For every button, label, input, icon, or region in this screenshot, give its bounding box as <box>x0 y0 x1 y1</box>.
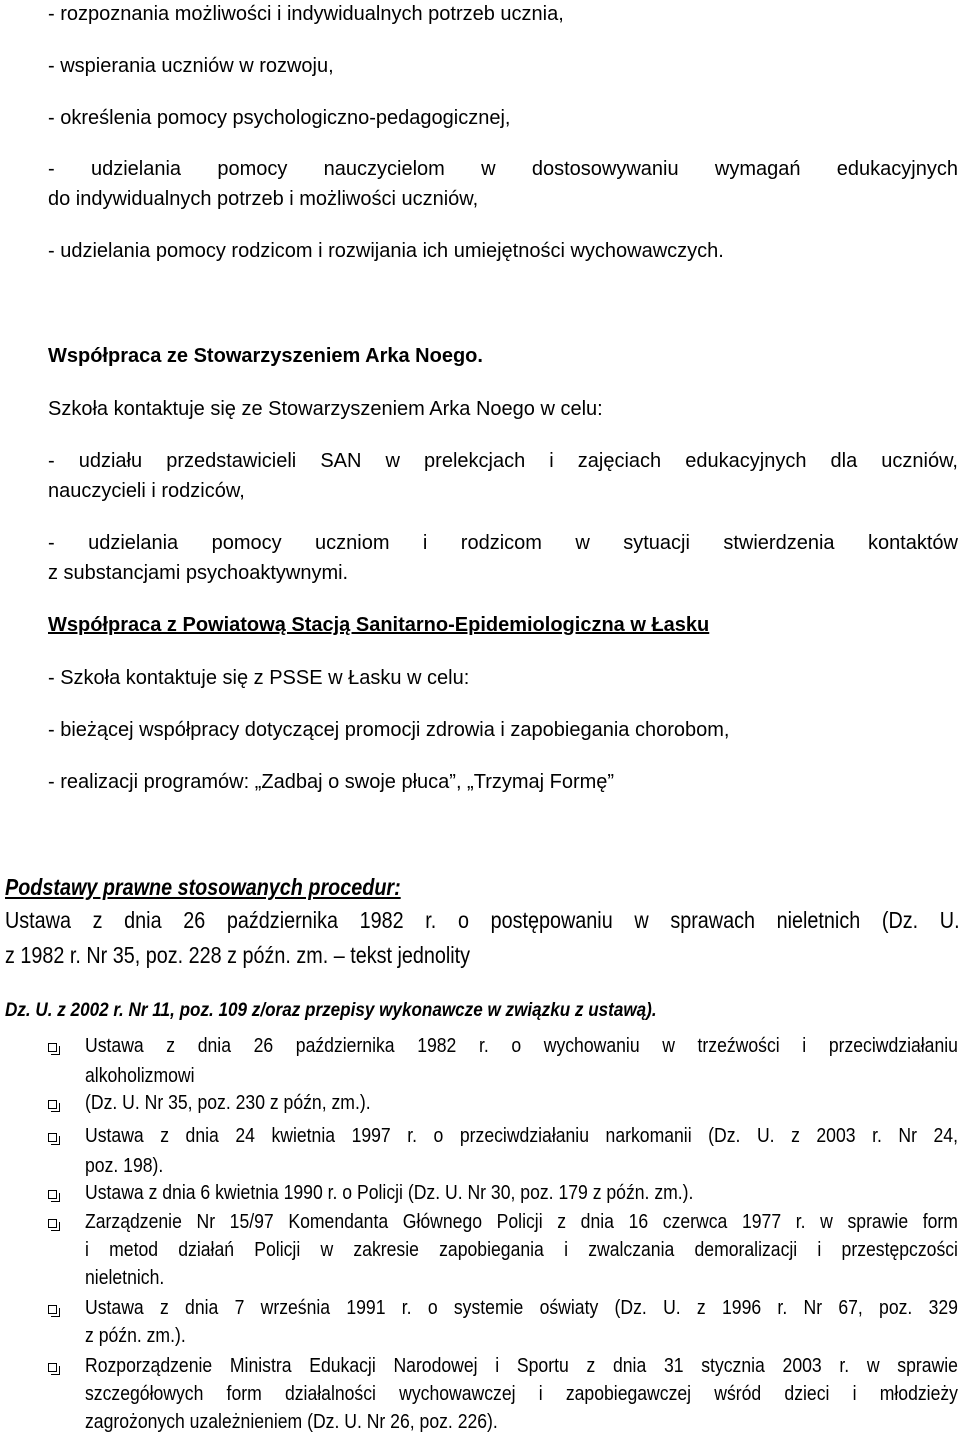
checkbox-bullet-icon <box>48 1133 57 1142</box>
legal-bullet-line: szczegółowych form działalności wychowawczej i zapobiegawczej wśród dzieci i młodzieży <box>85 1383 958 1405</box>
legal-bullet-line: (Dz. U. Nr 35, poz. 230 z późn, zm.). <box>85 1092 371 1114</box>
legal-bullet-line: Ustawa z dnia 6 kwietnia 1990 r. o Policji (Dz. U. Nr 30, poz. 179 z późn. zm.). <box>85 1182 694 1204</box>
psse-heading: Współpraca z Powiatową Stacją Sanitarno-Epidemiologiczna w Łasku <box>48 614 710 636</box>
legal-bullet-line: nieletnich. <box>85 1267 165 1289</box>
legal-bullet-line: Zarządzenie Nr 15/97 Komendanta Głównego Policji z dnia 16 czerwca 1977 r. w sprawie form <box>85 1211 958 1233</box>
legal-bullet-line: z późn. zm.). <box>85 1325 186 1347</box>
psse-intro: - Szkoła kontaktuje się z PSSE w Łasku w celu: <box>48 667 470 689</box>
arka-intro: Szkoła kontaktuje się ze Stowarzyszeniem Arka Noego w celu: <box>48 398 603 420</box>
intro-item: - udzielania pomocy nauczycielom w dostosowywaniu wymagań edukacyjnych <box>48 158 958 180</box>
checkbox-bullet-icon <box>48 1100 57 1109</box>
checkbox-bullet-icon <box>48 1043 57 1052</box>
checkbox-bullet-icon <box>48 1190 57 1199</box>
legal-text-line: Dz. U. z 2002 r. Nr 11, poz. 109 z/oraz przepisy wykonawcze w związku z ustawą). <box>5 1000 657 1021</box>
intro-item: - określenia pomocy psychologiczno-pedagogicznej, <box>48 107 511 129</box>
legal-text-line: z 1982 r. Nr 35, poz. 228 z późn. zm. – tekst jednolity <box>5 942 471 968</box>
legal-bullet-line: i metod działań Policji w zakresie zapobiegania i zwalczania demoralizacji i przestępczości <box>85 1239 958 1261</box>
legal-bullet-line: Ustawa z dnia 7 września 1991 r. o systemie oświaty (Dz. U. z 1996 r. Nr 67, poz. 329 <box>85 1297 958 1319</box>
intro-item-continuation: do indywidualnych potrzeb i możliwości uczniów, <box>48 188 479 210</box>
intro-item: - wspierania uczniów w rozwoju, <box>48 55 334 77</box>
checkbox-bullet-icon <box>48 1363 57 1372</box>
intro-item: - rozpoznania możliwości i indywidualnych potrzeb ucznia, <box>48 3 564 25</box>
psse-item: - realizacji programów: „Zadbaj o swoje płuca”, „Trzymaj Formę” <box>48 771 615 793</box>
arka-item-continuation: z substancjami psychoaktywnymi. <box>48 562 349 584</box>
arka-item: - udziału przedstawicieli SAN w prelekcjach i zajęciach edukacyjnych dla uczniów, <box>48 450 958 472</box>
legal-bullet-line: Ustawa z dnia 26 października 1982 r. o wychowaniu w trzeźwości i przeciwdziałaniu <box>85 1035 958 1057</box>
legal-heading: Podstawy prawne stosowanych procedur: <box>5 874 401 900</box>
checkbox-bullet-icon <box>48 1219 57 1228</box>
legal-bullet-line: Rozporządzenie Ministra Edukacji Narodowej i Sportu z dnia 31 stycznia 2003 r. w sprawie <box>85 1355 958 1377</box>
legal-bullet-line: alkoholizmowi <box>85 1065 195 1087</box>
arka-item: - udzielania pomocy uczniom i rodzicom w sytuacji stwierdzenia kontaktów <box>48 532 958 554</box>
legal-bullet-line: poz. 198). <box>85 1155 164 1177</box>
checkbox-bullet-icon <box>48 1305 57 1314</box>
legal-bullet-line: zagrożonych uzależnieniem (Dz. U. Nr 26, poz. 226). <box>85 1411 498 1433</box>
arka-item-continuation: nauczycieli i rodziców, <box>48 480 245 502</box>
arka-heading: Współpraca ze Stowarzyszeniem Arka Noego. <box>48 345 483 367</box>
psse-item: - bieżącej współpracy dotyczącej promocji zdrowia i zapobiegania chorobom, <box>48 719 730 741</box>
intro-item: - udzielania pomocy rodzicom i rozwijania ich umiejętności wychowawczych. <box>48 240 724 262</box>
legal-bullet-line: Ustawa z dnia 24 kwietnia 1997 r. o przeciwdziałaniu narkomanii (Dz. U. z 2003 r. Nr 24, <box>85 1125 958 1147</box>
legal-text-line: Ustawa z dnia 26 października 1982 r. o postępowaniu w sprawach nieletnich (Dz. U. <box>5 907 960 933</box>
